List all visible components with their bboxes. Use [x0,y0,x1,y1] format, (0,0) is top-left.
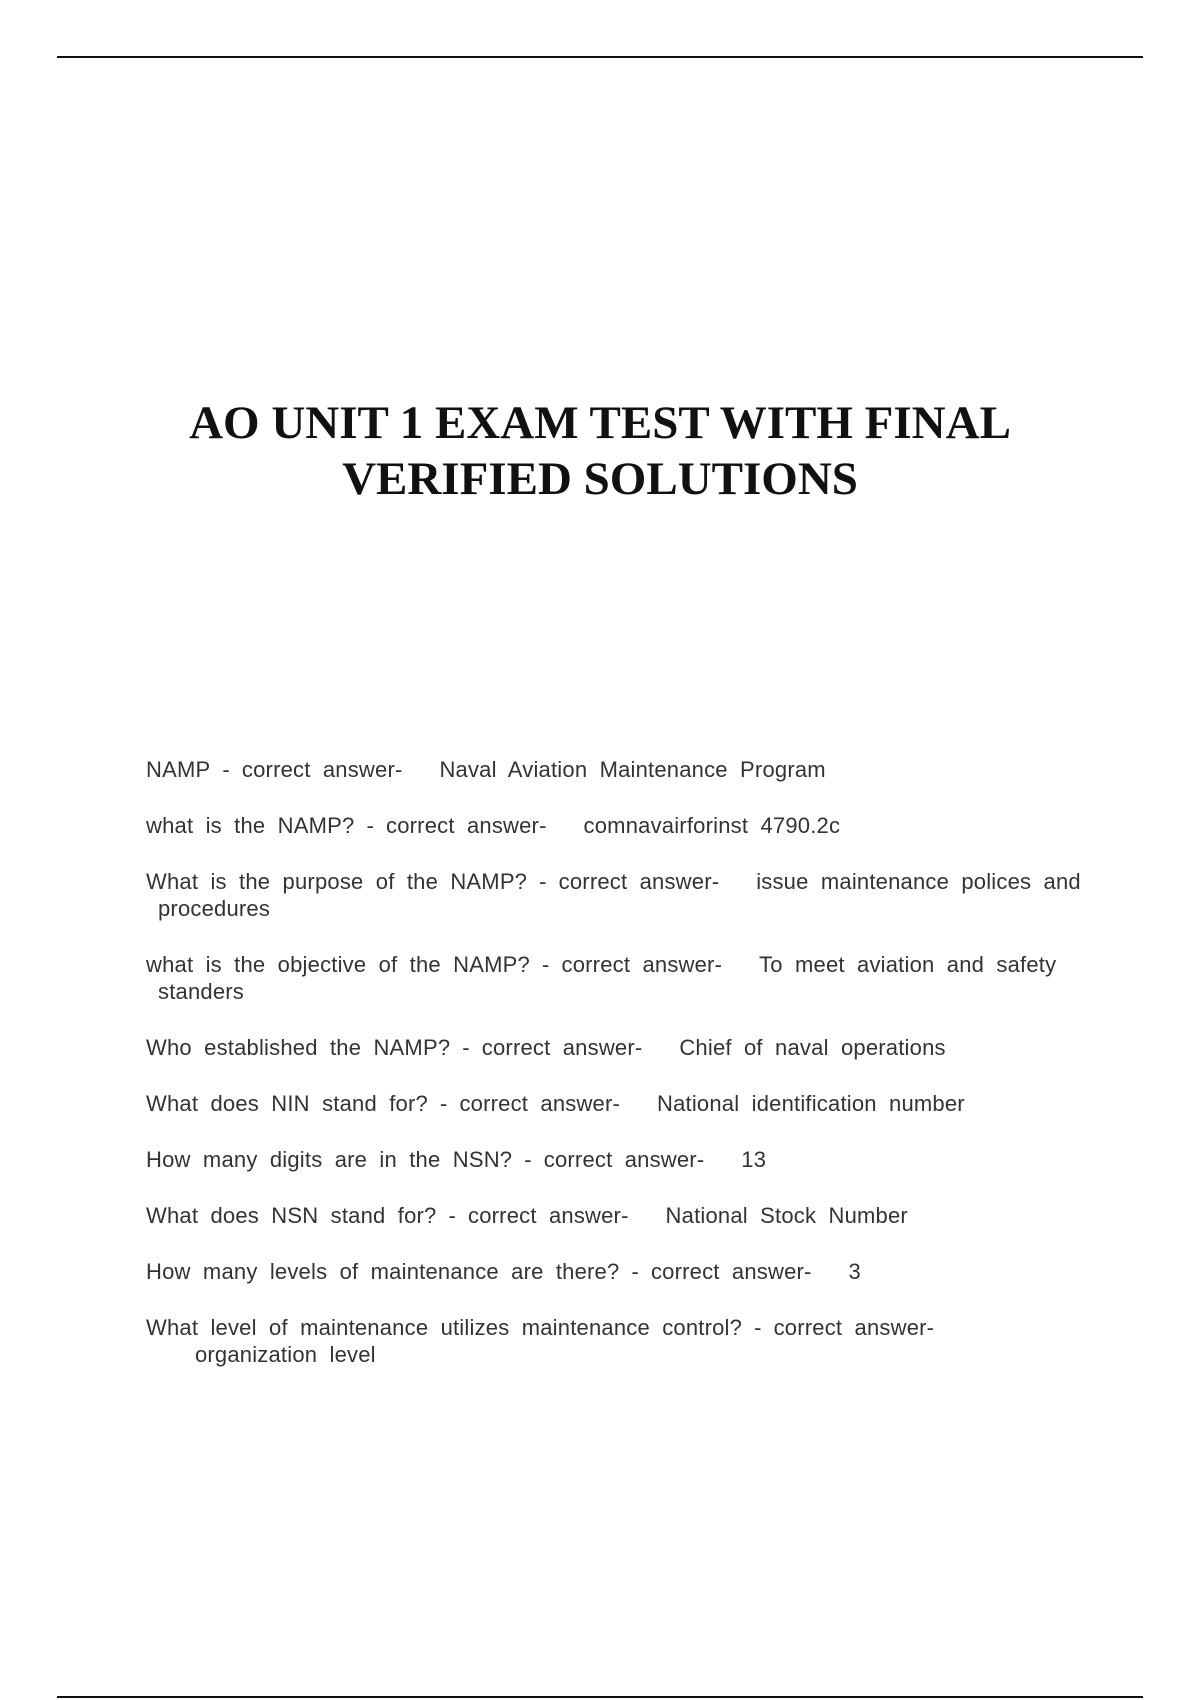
qa-item [146,1202,1086,1229]
answer-label: correct answer- [543,1147,705,1172]
title-line-1: AO UNIT 1 EXAM TEST WITH FINAL [189,397,1011,449]
answer-text: Naval Aviation Maintenance Program [439,757,826,782]
separator-dash: - [462,1035,470,1060]
qa-item [146,756,1086,783]
qa-item [146,1034,1086,1061]
answer-label: correct answer- [481,1035,643,1060]
answer-text: National identification number [656,1091,965,1116]
qa-item [146,1146,1086,1173]
question-text: what is the objective of the NAMP? [146,952,530,977]
separator-dash: - [631,1259,639,1284]
separator-dash: - [439,1091,448,1116]
separator-dash: - [222,757,230,782]
answer-text: 3 [848,1259,861,1284]
question-text: Who established the NAMP? [146,1035,451,1060]
question-text: What does NIN stand for? [146,1091,428,1116]
question-text: What level of maintenance utilizes maintenance control? [146,1315,743,1340]
answer-label: correct answer- [386,813,547,838]
answer-label: correct answer- [241,757,403,782]
answer-text: Chief of naval operations [679,1035,946,1060]
qa-item [146,1258,1086,1285]
separator-dash: - [524,1147,532,1172]
page-title [100,395,1100,507]
answer-text: comnavairforinst 4790.2c [583,813,841,838]
answer-label: correct answer- [773,1315,935,1340]
answer-label: correct answer- [459,1091,621,1116]
question-text: What is the purpose of the NAMP? [146,869,528,894]
separator-dash: - [448,1203,457,1228]
top-rule [57,56,1143,58]
qa-item [146,1090,1086,1117]
answer-label: correct answer- [561,952,723,977]
question-text: What does NSN stand for? [146,1203,437,1228]
qa-item [146,868,1086,922]
question-text: How many levels of maintenance are there? [146,1259,620,1284]
qa-list [146,756,1086,1397]
qa-item [146,1314,1086,1368]
separator-dash: - [366,813,375,838]
answer-label: correct answer- [558,869,720,894]
separator-dash: - [539,869,547,894]
answer-label: correct answer- [650,1259,812,1284]
qa-item [146,951,1086,1005]
question-text: NAMP [146,757,211,782]
question-text: what is the NAMP? [146,813,355,838]
answer-text: To meet aviation and safety standers [158,952,1057,1004]
title-line-2: VERIFIED SOLUTIONS [342,453,858,505]
answer-label: correct answer- [468,1203,629,1228]
answer-text: organization level [194,1342,376,1367]
separator-dash: - [541,952,550,977]
bottom-rule [57,1696,1143,1698]
answer-text: National Stock Number [665,1203,908,1228]
answer-text: issue maintenance polices and procedures [158,869,1081,921]
question-text: How many digits are in the NSN? [146,1147,513,1172]
qa-item [146,812,1086,839]
separator-dash: - [754,1315,762,1340]
answer-text: 13 [741,1147,767,1172]
